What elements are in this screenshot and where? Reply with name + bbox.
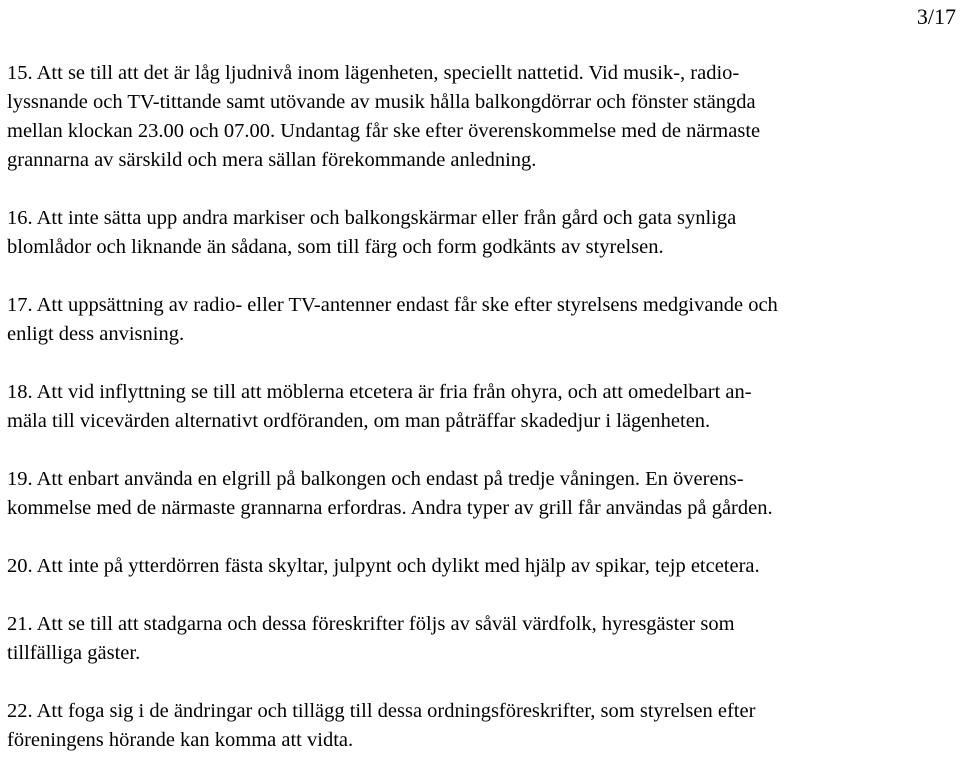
rule-17 xyxy=(7,291,960,349)
rule-line: grannarna av särskild och mera sällan förekommande anledning. xyxy=(7,149,537,171)
rule-line: mäla till vicevärden alternativt ordföranden, om man påträffar skadedjur i lägenheten. xyxy=(7,410,711,432)
rules-list xyxy=(7,59,960,784)
rule-22 xyxy=(7,697,960,755)
rule-line: mellan klockan 23.00 och 07.00. Undantag får ske efter överenskommelse med de närmaste xyxy=(7,120,761,142)
rule-line: 21. Att se till att stadgarna och dessa föreskrifter följs av såväl värdfolk, hyresgäster som xyxy=(7,613,735,635)
rule-line: kommelse med de närmaste grannarna erfordras. Andra typer av grill får användas på gården. xyxy=(7,497,773,519)
rule-20 xyxy=(7,552,960,581)
rule-line: 15. Att se till att det är låg ljudnivå inom lägenheten, speciellt nattetid. Vid musik-, radio- xyxy=(7,62,740,84)
rule-line: enligt dess anvisning. xyxy=(7,323,185,345)
rule-line: 17. Att uppsättning av radio- eller TV-antenner endast får ske efter styrelsens medgivande och xyxy=(7,294,778,316)
rule-19 xyxy=(7,465,960,523)
rule-line: 19. Att enbart använda en elgrill på balkongen och endast på tredje våningen. En överens- xyxy=(7,468,744,490)
rule-line: tillfälliga gäster. xyxy=(7,642,141,664)
rule-line: 18. Att vid inflyttning se till att möblerna etcetera är fria från ohyra, och att omedelbart an- xyxy=(7,381,752,403)
rule-line: 22. Att foga sig i de ändringar och tillägg till dessa ordningsföreskrifter, som styrelsen efter xyxy=(7,700,756,722)
rule-16 xyxy=(7,204,960,262)
rule-line: 16. Att inte sätta upp andra markiser och balkongskärmar eller från gård och gata synliga xyxy=(7,207,737,229)
page-number: 3/17 xyxy=(916,4,956,29)
rule-line: 20. Att inte på ytterdörren fästa skyltar, julpynt och dylikt med hjälp av spikar, tejp etcetera. xyxy=(7,555,760,577)
rule-21 xyxy=(7,610,960,668)
rule-18 xyxy=(7,378,960,436)
rule-line: blomlådor och liknande än sådana, som till färg och form godkänts av styrelsen. xyxy=(7,236,664,258)
rule-15 xyxy=(7,59,960,175)
rule-line: lyssnande och TV-tittande samt utövande av musik hålla balkongdörrar och fönster stängda xyxy=(7,91,756,113)
rule-line: föreningens hörande kan komma att vidta. xyxy=(7,729,354,751)
